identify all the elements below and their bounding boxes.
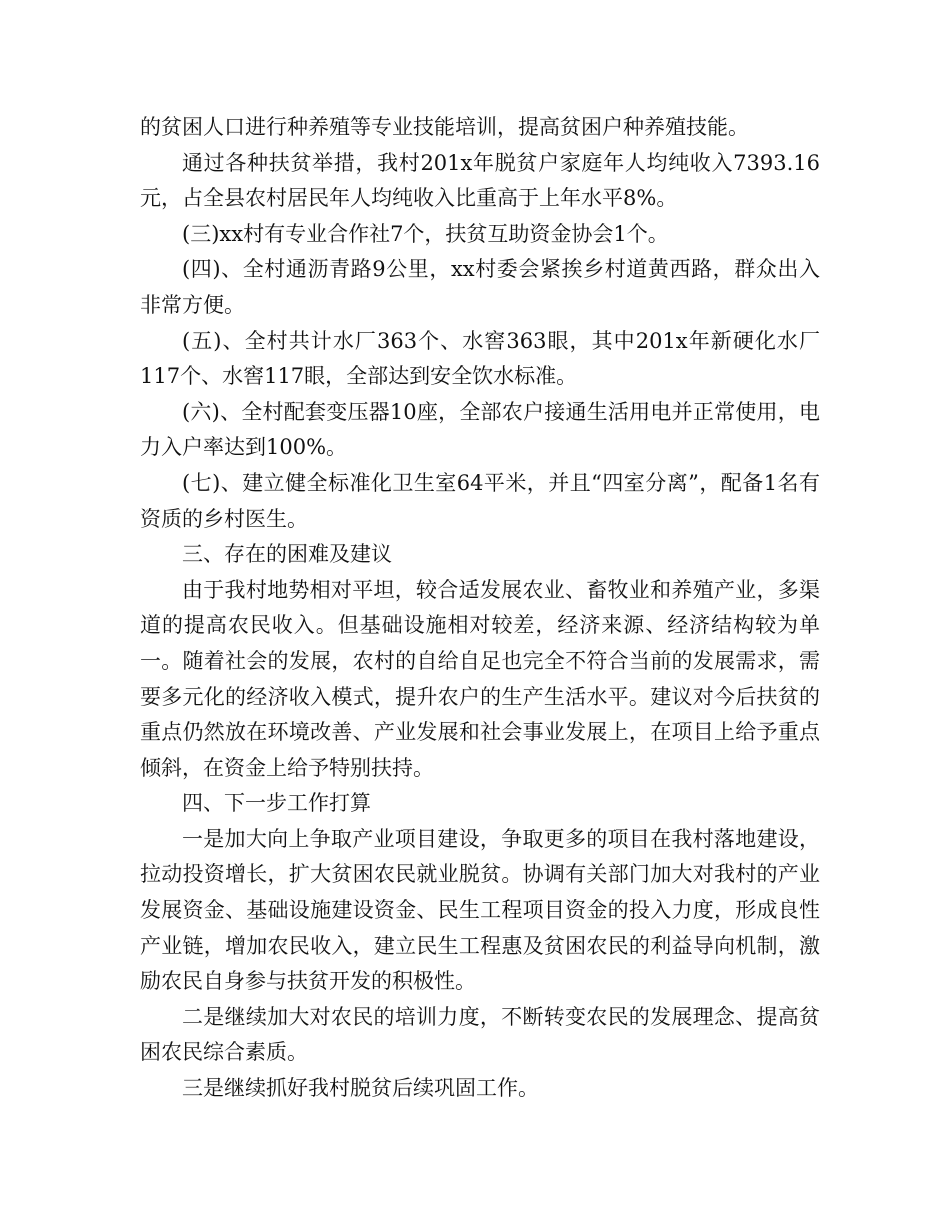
paragraph-item-4: (四)、全村通沥青路9公里，xx村委会紧挨乡村道黄西路，群众出入非常方便。 [140,257,820,317]
paragraph-item-3: (三)xx村有专业合作社7个，扶贫互助资金协会1个。 [182,221,669,246]
paragraph-difficulties: 由于我村地势相对平坦，较合适发展农业、畜牧业和养殖产业，多渠道的提高农民收入。但基础设施相对较差，经济来源、经济结构较为单一。随着社会的发展，农村的自给自足也完全不符合当前的发展需求，需要多元化的经济收入模式，提升农户的生产生活水平。建议对今后扶贫的重点仍然放在环境改善、产业发展和社会事业发展上，在项目上给予重点倾斜，在资金上给予特别扶持。 [140,577,820,780]
paragraph-next-step-3: 三是继续抓好我村脱贫后续巩固工作。 [182,1076,539,1101]
paragraph-item-6: (六)、全村配套变压器10座，全部农户接通生活用电并正常使用，电力入户率达到100%。 [140,399,820,460]
paragraph-item-5: (五)、全村共计水厂363个、水窖363眼，其中201x年新硬化水厂117个、水窖117眼，全部达到安全饮水标准。 [140,328,820,389]
paragraph-income-result: 通过各种扶贫举措，我村201x年脱贫户家庭年人均纯收入7393.16元，占全县农村居民年人均纯收入比重高于上年水平8%。 [140,150,820,211]
paragraph-continuation: 的贫困人口进行种养殖等专业技能培训，提高贫困户种养殖技能。 [140,115,749,139]
document-body [140,110,820,1107]
section-heading-next-steps: 四、下一步工作打算 [182,791,371,816]
paragraph-item-7: (七)、建立健全标准化卫生室64平米，并且“四室分离”，配备1名有资质的乡村医生。 [140,470,820,531]
section-heading-difficulties: 三、存在的困难及建议 [182,542,392,567]
paragraph-next-step-2: 二是继续加大对农民的培训力度，不断转变农民的发展理念、提高贫困农民综合素质。 [140,1004,820,1065]
paragraph-next-step-1: 一是加大向上争取产业项目建设，争取更多的项目在我村落地建设，拉动投资增长，扩大贫困农民就业脱贫。协调有关部门加大对我村的产业发展资金、基础设施建设资金、民生工程项目资金的投入力度，形成良性产业链，增加农民收入，建立民生工程惠及贫困农民的利益导向机制，激励农民自身参与扶贫开发的积极性。 [140,826,820,994]
